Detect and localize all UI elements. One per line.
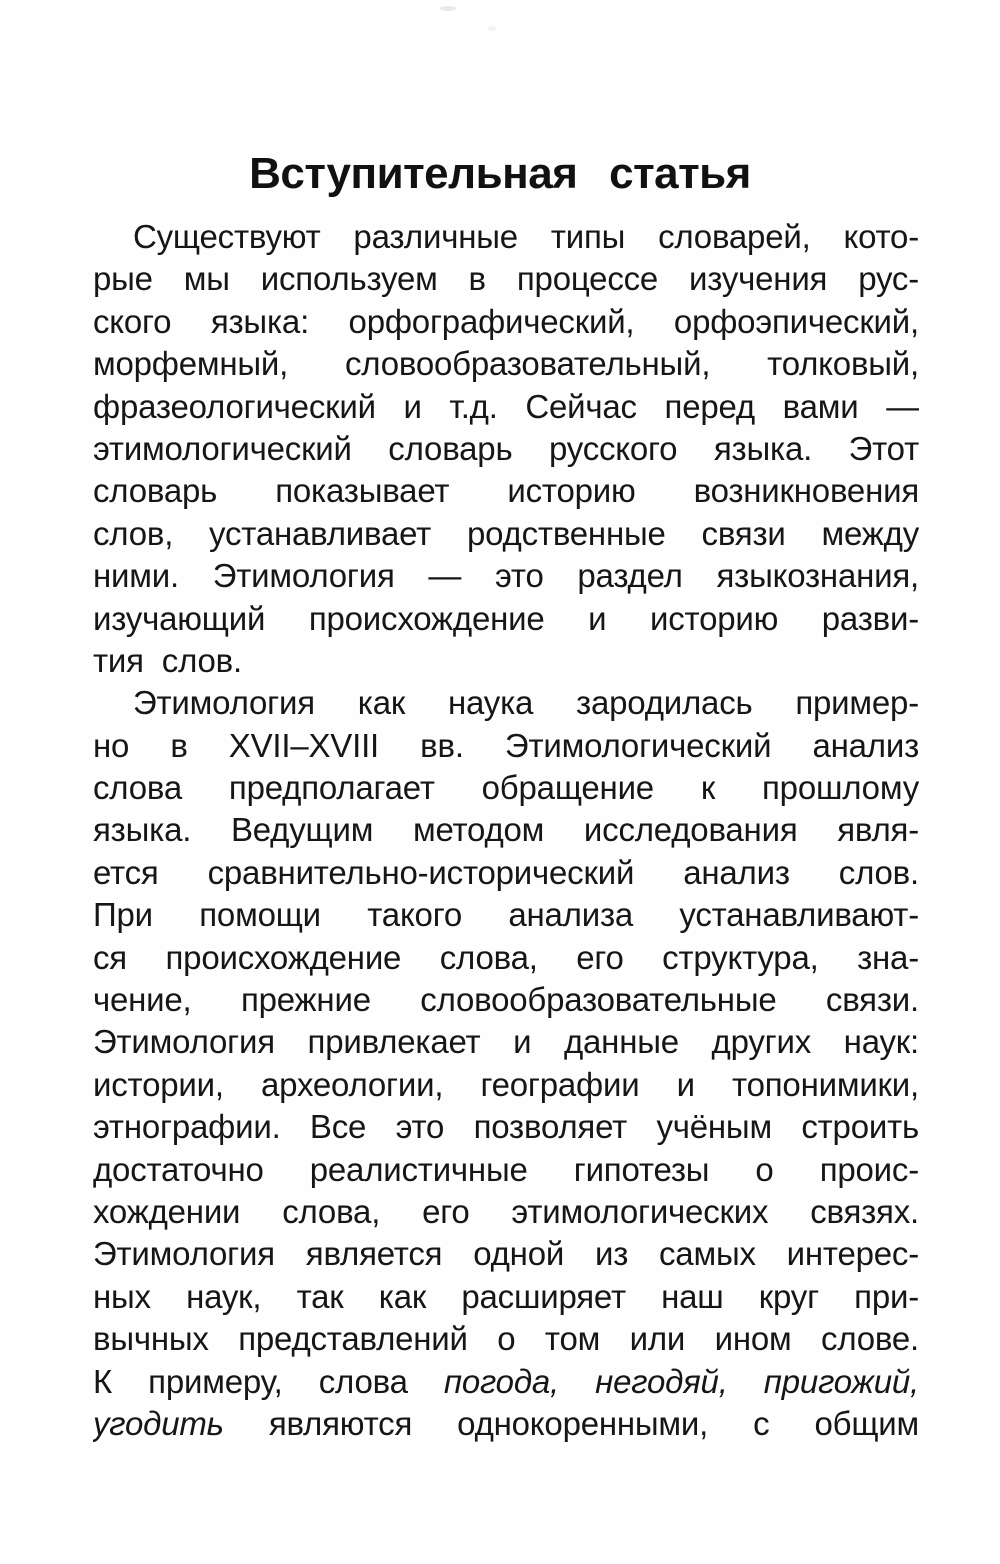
text-line	[93, 640, 919, 682]
text-line	[93, 1276, 919, 1318]
text-segment: этимологический словарь русского языка. Этот	[93, 429, 919, 467]
text-segment: Этимология является одной из самых интерес-	[93, 1235, 919, 1273]
page-title: Вступительная статья	[249, 149, 751, 199]
text-line	[93, 1318, 919, 1360]
text-line	[93, 894, 919, 936]
text-segment: рые мы используем в процессе изучения рус-	[93, 260, 919, 298]
text-line	[93, 513, 919, 555]
text-segment: слов, устанавливает родственные связи между	[93, 514, 919, 552]
text-segment: ется сравнительно-исторический анализ слов.	[93, 853, 919, 891]
text-segment: вычных представлений о том или ином слове.	[93, 1320, 919, 1358]
text-line	[93, 386, 919, 428]
text-segment: этнографии. Все это позволяет учёным строить	[93, 1108, 919, 1146]
text-segment: достаточно реалистичные гипотезы о проис-	[93, 1150, 919, 1188]
text-line	[93, 937, 919, 979]
text-segment: слова предполагает обращение к прошлому	[93, 769, 919, 807]
text-line	[93, 343, 919, 385]
text-line	[93, 1361, 919, 1403]
text-segment: изучающий происхождение и историю разви-	[93, 599, 919, 637]
text-line	[93, 1233, 919, 1275]
text-segment: словарь показывает историю возникновения	[93, 472, 919, 510]
text-segment: Этимология привлекает и данные других наук:	[93, 1023, 919, 1061]
paragraph	[93, 682, 919, 1445]
text-line	[93, 852, 919, 894]
text-segment: являются однокоренными, с общим	[223, 1404, 919, 1442]
text-segment: морфемный, словообразовательный, толковый,	[93, 345, 919, 383]
text-segment: истории, археологии, географии и топонимики,	[93, 1065, 919, 1103]
text-line	[93, 979, 919, 1021]
text-segment: При помощи такого анализа устанавливают-	[93, 896, 919, 934]
text-line	[93, 1064, 919, 1106]
text-line	[93, 725, 919, 767]
text-segment: ними. Этимология — это раздел языкознания,	[93, 557, 919, 595]
text-line	[93, 767, 919, 809]
text-segment: фразеологический и т.д. Сейчас перед вами —	[93, 387, 919, 425]
text-line	[93, 555, 919, 597]
text-segment: ского языка: орфографический, орфоэпический,	[93, 302, 919, 340]
text-line	[93, 598, 919, 640]
text-line	[93, 1191, 919, 1233]
text-line	[93, 258, 919, 300]
text-line	[93, 1106, 919, 1148]
text-line	[93, 1149, 919, 1191]
text-segment: языка. Ведущим методом исследования явля-	[93, 811, 919, 849]
text-segment: ных наук, так как расширяет наш круг при-	[93, 1277, 919, 1315]
text-segment: Этимология как наука зародилась пример-	[133, 684, 919, 722]
text-line	[93, 470, 919, 512]
text-segment: чение, прежние словообразовательные связи.	[93, 981, 919, 1019]
text-segment: но в XVII–XVIII вв. Этимологический анализ	[93, 726, 919, 764]
text-segment: Существуют различные типы словарей, кото-	[133, 218, 919, 255]
text-segment: К примеру, слова	[93, 1362, 444, 1400]
text-segment: тия слов.	[93, 641, 242, 679]
paragraph	[93, 216, 919, 682]
italic-text: угодить	[93, 1404, 224, 1442]
italic-text: погода, негодяй, пригожий,	[443, 1362, 919, 1400]
text-line	[93, 1403, 919, 1445]
text-line	[93, 216, 919, 258]
text-segment: ся происхождение слова, его структура, зна-	[93, 938, 919, 976]
article-body	[93, 216, 919, 1445]
text-line	[93, 682, 919, 724]
text-line	[93, 428, 919, 470]
scan-artifact	[488, 26, 496, 31]
text-line	[93, 809, 919, 851]
text-line	[93, 1021, 919, 1063]
scan-artifact	[440, 6, 456, 11]
text-segment: хождении слова, его этимологических связях.	[93, 1192, 919, 1230]
text-line	[93, 301, 919, 343]
